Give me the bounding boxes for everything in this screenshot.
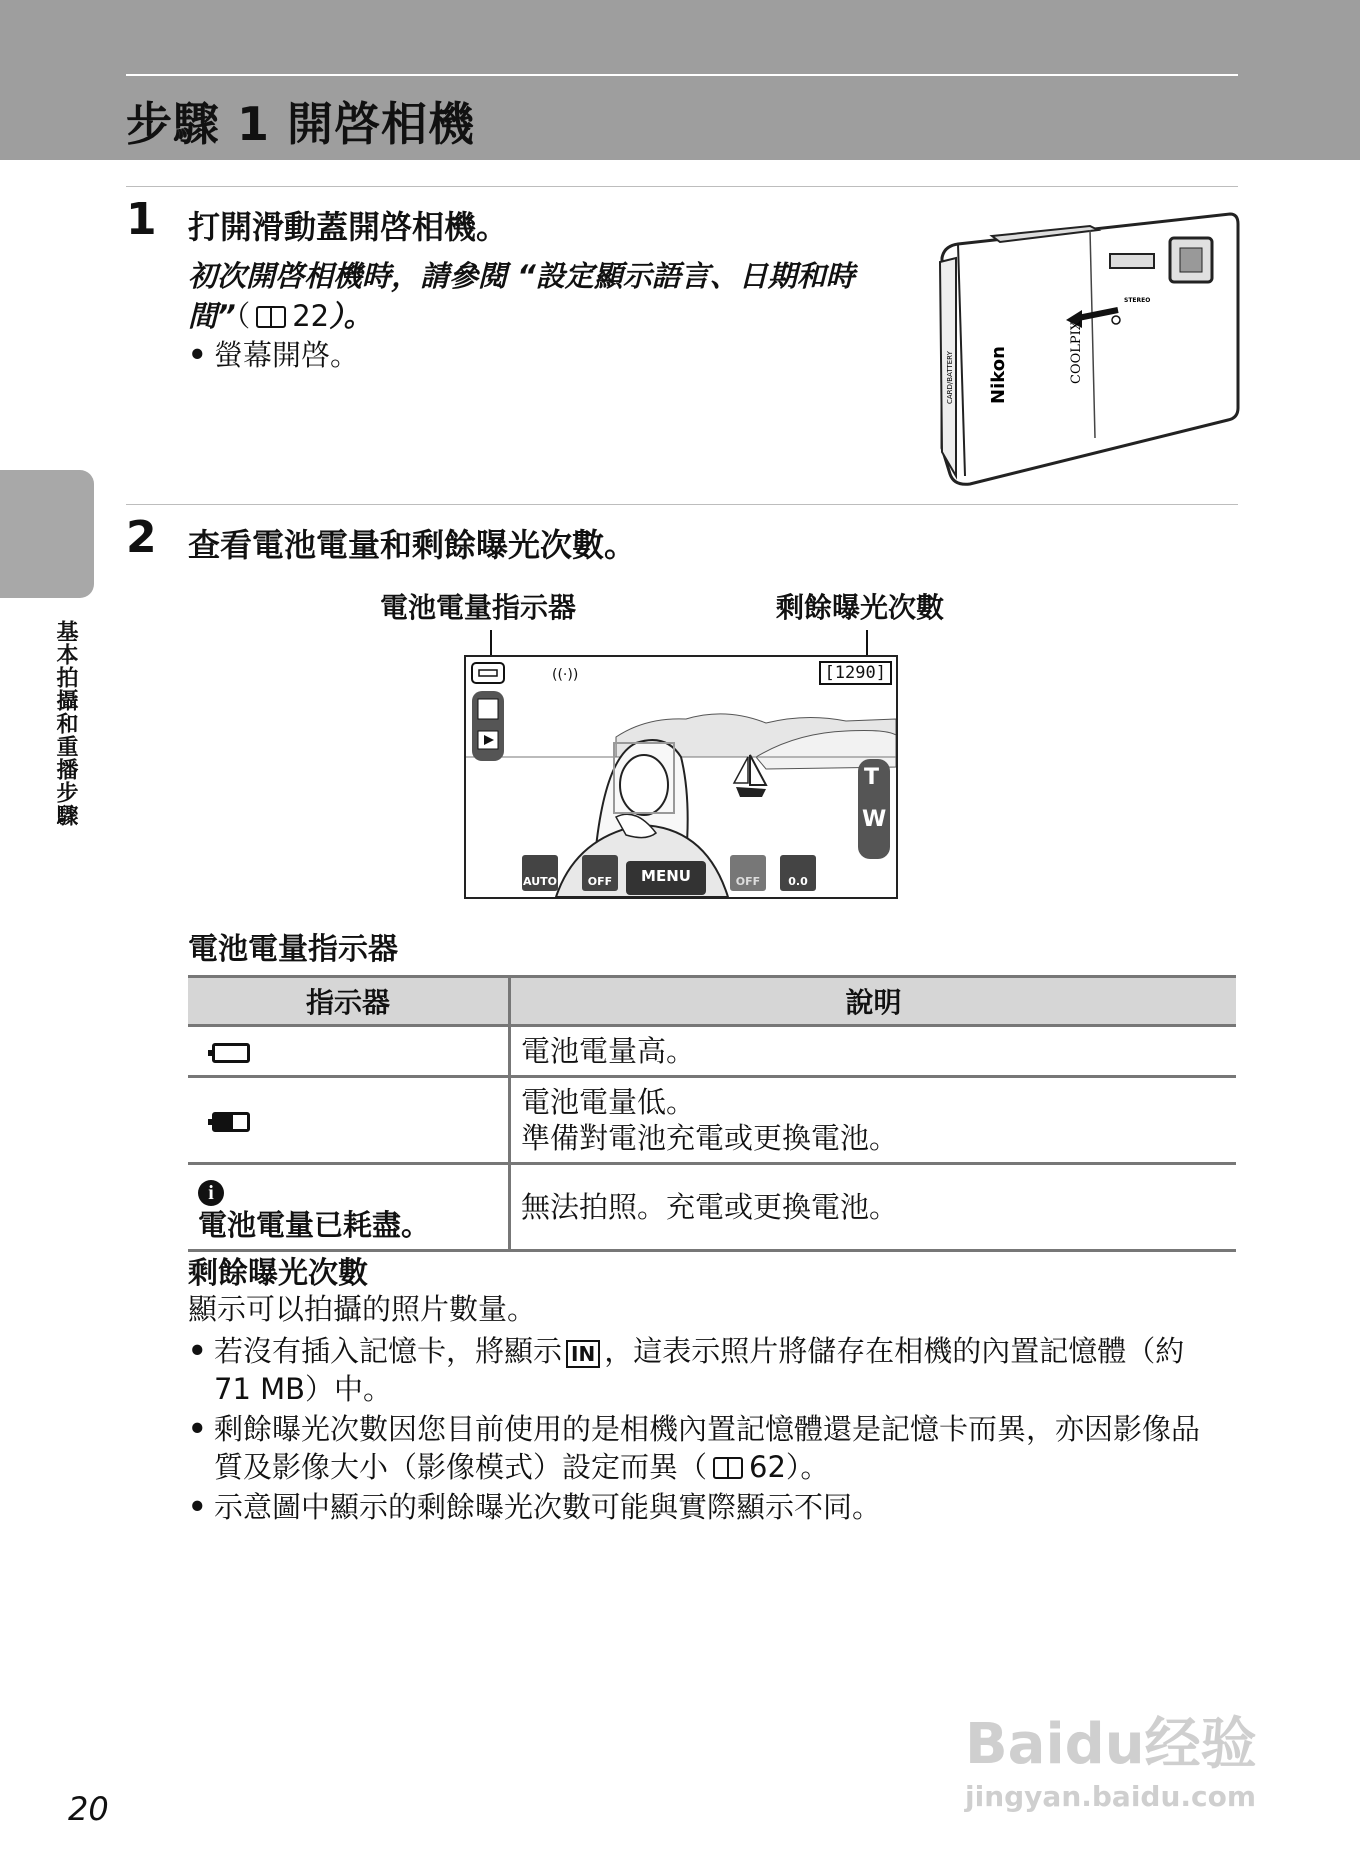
bullet-text: 示意圖中顯示的剩餘曝光次數可能與實際顯示不同。 <box>214 1490 882 1524</box>
step1-title: 打開滑動蓋開啓相機。 <box>188 208 509 246</box>
flash-window <box>1110 254 1154 268</box>
desc-line: 準備對電池充電或更換電池。 <box>521 1121 899 1155</box>
card-battery-label: CARD/BATTERY <box>946 351 954 404</box>
step1-note-text: 初次開啓相機時，請參閱 “設定顯示語言、日期和時間” <box>188 259 855 333</box>
book-ref-icon <box>713 1457 743 1479</box>
bullet-text: 螢幕開啓。 <box>214 338 360 372</box>
scene-mode-icon[interactable] <box>478 699 498 719</box>
exposure-bullet <box>188 1488 1238 1526</box>
zoom-tele-label: T <box>864 765 880 790</box>
watermark-line1: Baidu经验 <box>965 1712 1257 1777</box>
camera-screen <box>464 655 898 899</box>
exposure-count: [1290] <box>819 661 892 685</box>
menu-label: MENU <box>641 867 691 885</box>
step1-bullet <box>188 336 360 374</box>
exposure-bullet <box>188 1410 1238 1486</box>
desc-cell <box>510 1077 1237 1164</box>
bullet-text: ）。 <box>785 1450 830 1484</box>
bullet-dot: • <box>188 1334 207 1368</box>
brand-label: Nikon <box>988 346 1009 404</box>
desc-cell <box>510 1164 1237 1251</box>
table-row <box>188 1026 1236 1077</box>
internal-memory-icon: IN <box>566 1340 600 1368</box>
exposure-intro: 顯示可以拍攝的照片數量。 <box>188 1292 537 1326</box>
indicator-text: 電池電量已耗盡。 <box>198 1208 431 1242</box>
page-title: 步驟 1 開啓相機 <box>126 97 476 151</box>
exposure-count-value: 1290 <box>834 663 876 683</box>
ref-close: ）。 <box>329 299 373 333</box>
header-rule <box>126 74 1238 76</box>
screen-battery-indicator <box>472 663 504 683</box>
battery-callout: 電池電量指示器 <box>380 591 577 624</box>
ref-page[interactable]: 62 <box>749 1450 786 1484</box>
timer-off-label: OFF <box>587 875 613 888</box>
battery-table <box>188 975 1236 1252</box>
desc-line: 電池電量高。 <box>521 1034 696 1068</box>
bullet-text: 剩餘曝光次數因您目前使用的是相機內置記憶體還是記憶卡而異，亦因影像品 <box>214 1412 1201 1446</box>
table-header: 說明 <box>510 977 1237 1026</box>
flash-auto-label: AUTO <box>523 875 557 888</box>
desc-line: 無法拍照。充電或更換電池。 <box>521 1190 899 1224</box>
chapter-label: 基本拍攝和重播步驟 <box>53 620 78 827</box>
exposure-heading: 剩餘曝光次數 <box>188 1256 368 1291</box>
table-row <box>188 1164 1236 1251</box>
bullet-text: 若沒有插入記憶卡，將顯示 <box>214 1334 563 1368</box>
indicator-cell <box>188 1026 510 1077</box>
page-number: 20 <box>68 1790 109 1828</box>
exposure-callout: 剩餘曝光次數 <box>776 591 945 624</box>
table-row <box>188 1077 1236 1164</box>
indicator-cell <box>188 1077 510 1164</box>
divider <box>126 186 1238 187</box>
stabilizer-icon: ((·)) <box>552 667 579 683</box>
model-label: COOLPIX <box>1069 320 1084 384</box>
bullet-dot: • <box>188 338 207 372</box>
exposure-value-label: 0.0 <box>788 875 808 888</box>
bullet-text: 71 MB）中。 <box>214 1372 393 1406</box>
zoom-wide-label: W <box>862 807 887 832</box>
watermark <box>965 1700 1257 1813</box>
warning-icon: i <box>198 1180 224 1206</box>
step1-number: 1 <box>126 194 157 245</box>
bullet-dot: • <box>188 1412 207 1446</box>
step1-note <box>188 256 908 336</box>
ref-open: （ <box>235 299 251 333</box>
battery-full-icon <box>212 1043 250 1063</box>
table-header: 指示器 <box>188 977 510 1026</box>
step2-number: 2 <box>126 512 157 563</box>
desc-line: 電池電量低。 <box>521 1085 696 1119</box>
screen-scene <box>466 657 896 897</box>
step2-title: 查看電池電量和剩餘曝光次數。 <box>188 526 637 564</box>
book-ref-icon <box>256 306 286 328</box>
bullet-dot: • <box>188 1490 207 1524</box>
battery-heading: 電池電量指示器 <box>188 932 398 967</box>
watermark-line2: jingyan.baidu.com <box>965 1780 1257 1813</box>
camera-illustration <box>930 208 1240 490</box>
stereo-label: STEREO <box>1124 297 1151 304</box>
ref-page[interactable]: 22 <box>292 299 330 333</box>
battery-low-icon <box>212 1112 250 1132</box>
chapter-tab <box>0 470 94 598</box>
bullet-text: 質及影像大小（影像模式）設定而異（ <box>214 1450 708 1484</box>
bullet-text: ，這表示照片將儲存在相機的內置記憶體（約 <box>604 1334 1185 1368</box>
desc-cell <box>510 1026 1237 1077</box>
macro-off-label: OFF <box>735 875 761 888</box>
divider <box>126 504 1238 505</box>
indicator-cell <box>188 1164 510 1251</box>
exposure-bullet <box>188 1332 1238 1408</box>
